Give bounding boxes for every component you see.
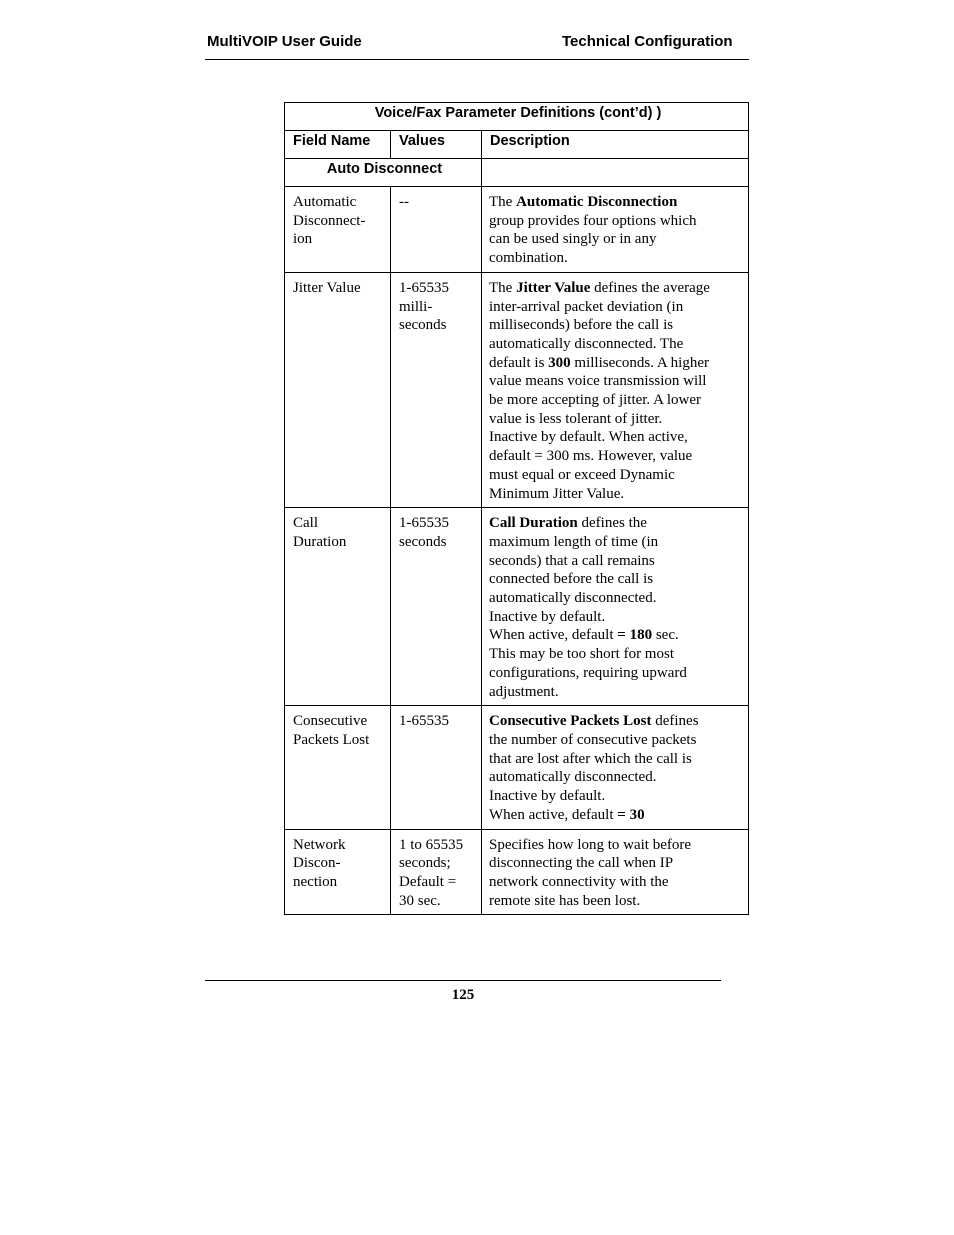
description-line: The Automatic Disconnection (489, 194, 678, 210)
description-line: network connectivity with the (489, 873, 669, 890)
table-title-row (285, 103, 749, 131)
description-line: maximum length of time (in (489, 533, 659, 550)
field-name-cell-line: Call (293, 515, 318, 532)
description-line: adjustment. (489, 683, 559, 700)
column-header-description: Description (482, 131, 749, 159)
field-name-cell-line: Jitter Value (293, 279, 361, 296)
field-name-cell-line: Packets Lost (293, 731, 370, 748)
description-line: automatically disconnected. The (489, 335, 684, 352)
description-cell (482, 829, 749, 915)
page-number: 125 (451, 987, 475, 1003)
emphasized-term: Consecutive Packets Lost (489, 713, 652, 730)
description-line: milliseconds) before the call is (489, 317, 674, 334)
description-line: must equal or exceed Dynamic (489, 466, 675, 483)
description-line: that are lost after which the call is (489, 750, 692, 767)
description-line: The Jitter Value defines the average (489, 279, 710, 296)
description-line: value is less tolerant of jitter. (489, 410, 663, 427)
description-line: Inactive by default. (489, 788, 606, 805)
description-line: Minimum Jitter Value. (489, 485, 625, 502)
values-cell-line: 1-65535 (399, 515, 449, 532)
table-row (285, 272, 749, 507)
emphasized-term: Jitter Value (516, 279, 591, 296)
description-line: default = 300 ms. However, value (489, 448, 693, 465)
values-cell-line: Default = (399, 873, 457, 890)
section-empty-cell (482, 159, 749, 187)
table-title: Voice/Fax Parameter Definitions (cont’d) ) (285, 103, 749, 131)
description-line: Consecutive Packets Lost defines (489, 713, 699, 730)
values-cell-line: seconds; (399, 855, 451, 872)
values-cell-line: 1-65535 (399, 713, 449, 730)
values-cell (391, 829, 482, 915)
values-cell-line: milli- (399, 298, 433, 315)
values-cell-line: seconds (399, 533, 447, 550)
description-line: value means voice transmission will (489, 373, 707, 390)
field-name-cell (285, 187, 391, 273)
field-name-cell-line: Duration (293, 533, 347, 550)
description-line: group provides four options which (489, 212, 697, 229)
field-name-cell (285, 706, 391, 829)
field-name-cell (285, 272, 391, 507)
description-line: be more accepting of jitter. A lower (489, 392, 702, 409)
description-line: disconnecting the call when IP (489, 855, 674, 872)
values-cell (391, 706, 482, 829)
description-line: Inactive by default. When active, (489, 429, 688, 446)
emphasized-term: Call Duration (489, 515, 578, 532)
description-line: When active, default = 180 sec. (489, 627, 679, 644)
description-cell (482, 272, 749, 507)
field-name-cell-line: Disconnect- (293, 212, 366, 229)
description-line: can be used singly or in any (489, 231, 657, 248)
description-line: inter-arrival packet deviation (in (489, 298, 684, 315)
header-doc-title: MultiVOIP User Guide (207, 33, 362, 50)
field-name-cell (285, 829, 391, 915)
table-row (285, 829, 749, 915)
field-name-cell (285, 508, 391, 706)
table-header-row (285, 131, 749, 159)
table-row (285, 508, 749, 706)
emphasized-term: 300 (548, 354, 571, 371)
values-cell-line: 1 to 65535 (399, 836, 464, 853)
description-line: Call Duration defines the (489, 515, 647, 532)
description-line: connected before the call is (489, 571, 654, 588)
description-line: default is 300 milliseconds. A higher (489, 354, 709, 371)
field-name-cell-line: Automatic (293, 194, 357, 210)
table-row (285, 187, 749, 273)
values-cell (391, 272, 482, 507)
description-line: When active, default = 30 (489, 806, 645, 823)
field-name-cell-line: Discon- (293, 855, 341, 872)
description-line: This may be too short for most (489, 646, 674, 663)
column-header-values: Values (391, 131, 482, 159)
header-section-title: Technical Configuration (562, 33, 733, 50)
header-divider (205, 59, 749, 60)
description-line: the number of consecutive packets (489, 731, 697, 748)
table-row (285, 706, 749, 829)
field-name-cell-line: ion (293, 231, 313, 248)
values-cell-line: 1-65535 (399, 279, 449, 296)
emphasized-term: = 180 (617, 627, 653, 644)
description-line: Specifies how long to wait before (489, 836, 692, 853)
description-line: seconds) that a call remains (489, 552, 655, 569)
parameter-definitions-table (284, 102, 749, 915)
description-line: combination. (489, 250, 568, 267)
emphasized-term: = 30 (617, 806, 645, 823)
field-name-cell-line: Network (293, 836, 346, 853)
section-row (285, 159, 749, 187)
values-cell-line: -- (399, 194, 409, 210)
values-cell (391, 508, 482, 706)
values-cell-line: 30 sec. (399, 892, 441, 909)
description-line: automatically disconnected. (489, 769, 657, 786)
values-cell-line: seconds (399, 317, 447, 334)
description-cell (482, 706, 749, 829)
description-cell (482, 187, 749, 273)
description-cell (482, 508, 749, 706)
description-line: configurations, requiring upward (489, 664, 687, 681)
field-name-cell-line: Consecutive (293, 713, 368, 730)
values-cell (391, 187, 482, 273)
field-name-cell-line: nection (293, 873, 338, 890)
section-heading: Auto Disconnect (285, 159, 482, 187)
footer-divider (205, 980, 721, 981)
emphasized-term: Automatic Disconnection (516, 194, 678, 210)
column-header-field-name: Field Name (285, 131, 391, 159)
description-line: remote site has been lost. (489, 892, 641, 909)
description-line: Inactive by default. (489, 608, 606, 625)
description-line: automatically disconnected. (489, 590, 657, 607)
